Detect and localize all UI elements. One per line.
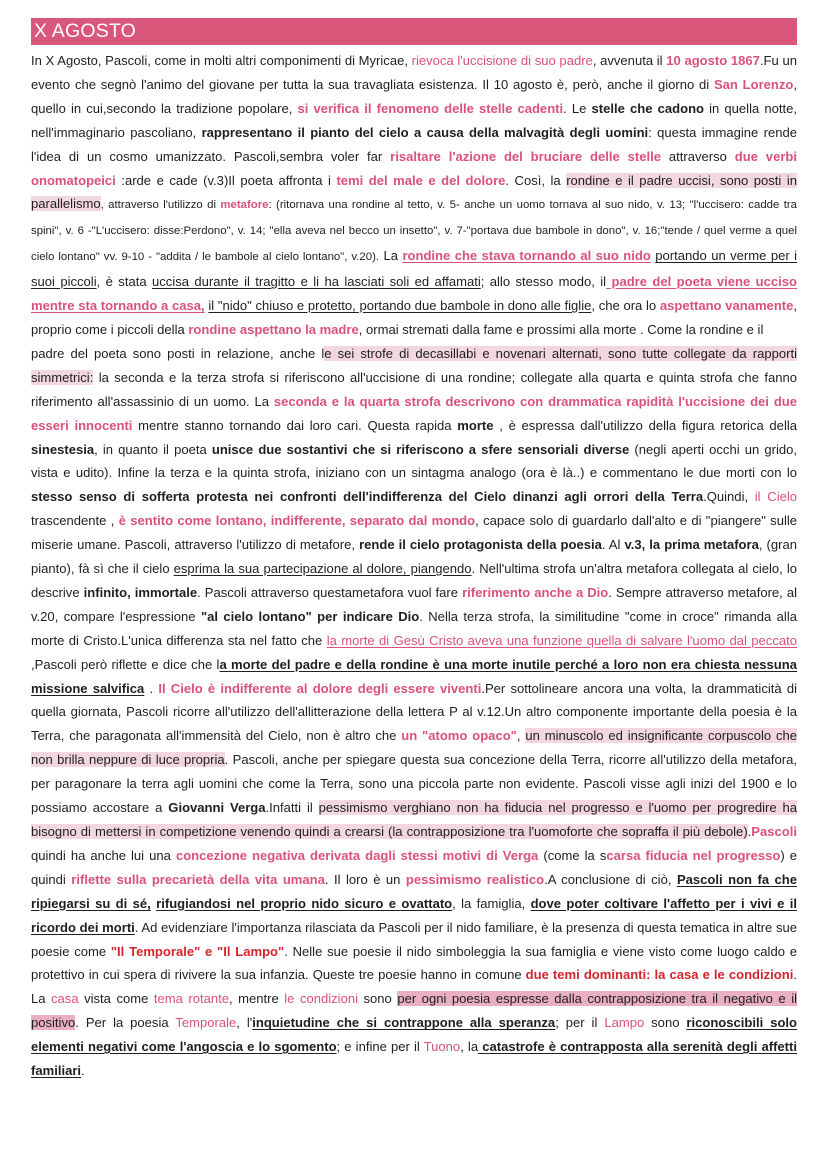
- text-run: concezione negativa derivata dagli stessi motivi di Verga: [175, 847, 539, 863]
- text-run: unisce due sostantivi che si riferiscono a sfere sensoriali diverse: [211, 441, 630, 457]
- text-run: attraverso: [661, 148, 735, 164]
- text-run: . Le: [563, 100, 592, 116]
- text-run: La: [379, 248, 403, 264]
- text-run: la seconda e la terza strofa si riferiscono all'uccisione di una rondine; collegate alla quarta e quinta strofa che fanno riferimento all'assassinio di un uomo. La: [31, 369, 797, 409]
- text-run: riconoscibili solo elementi negativi come l'angoscia e lo sgomento: [31, 1015, 798, 1055]
- text-run: due temi dominanti: la casa e le condizioni: [525, 967, 794, 983]
- text-run: rifugiandosi nel proprio nido sicuro e ovattato: [156, 895, 453, 911]
- text-run: .Fu un evento che segnò l'animo del giovane per tutta la sua travagliata esistenza. Il 10 agosto è, però, anche il giorno di: [31, 53, 797, 92]
- text-run: e sei strofe di decasillabi e novenari alternati, sono tutte collegate da rapporti simmetrici:: [31, 345, 797, 385]
- text-run: si verifica il fenomeno delle stelle cadenti: [297, 100, 564, 116]
- text-run: le condizioni: [284, 991, 358, 1007]
- text-run: sono: [644, 1015, 687, 1031]
- text-run: , è espressa dall'utilizzo della figura retorica della: [493, 417, 797, 433]
- text-run: metafore: [220, 199, 269, 212]
- text-run: portando un verme per i suoi piccoli: [31, 248, 797, 290]
- text-run: sinestesia: [31, 441, 95, 457]
- text-run: . Al: [601, 537, 625, 553]
- text-run: , è stata: [96, 274, 153, 290]
- text-run: carsa fiducia nel progresso: [606, 847, 781, 863]
- text-run: , capace solo di guardarlo dall'alto e di "piangere" sulle miserie umane. Pascoli, attraverso l'utilizzo di metafore,: [31, 513, 797, 553]
- text-run: pessimismo verghiano non ha fiducia nel progresso e l'uomo per progredire ha bisogno di mettersi in competizione venendo quindi a crearsi (la contrapposizione tra l'uomoforte che sopraffa il più debole): [31, 800, 797, 839]
- text-run: Temporale: [175, 1015, 237, 1031]
- paragraph-2: [31, 346, 797, 1078]
- text-run: riferimento anche a Dio: [462, 584, 609, 600]
- text-run: per ogni poesia espresse dalla contrapposizione tra il negativo e il positivo: [31, 991, 797, 1031]
- text-run: v.3, la prima metafora: [624, 537, 759, 553]
- text-run: :arde e cade (v.3)Il poeta affronta i: [115, 172, 337, 188]
- text-run: , ormai stremati dalla fame e prossimi alla morte . Come la rondine e il: [358, 321, 764, 337]
- text-run: mentre stanno tornando dai loro cari. Questa rapida: [132, 417, 458, 433]
- text-run: .: [747, 824, 752, 839]
- text-run: . Ad evidenziare l'importanza rilasciata da Pascoli per il nido familiare, è la presenza di questa tematica in altre sue poesie come: [31, 919, 797, 959]
- text-run: temi del male e del dolore: [336, 172, 506, 188]
- text-run: . La: [31, 967, 797, 1007]
- text-run: rondine e il padre uccisi, sono posti in parallelismo: [31, 172, 797, 212]
- text-run: morte: [457, 417, 494, 433]
- text-run: ; e infine per il: [336, 1039, 424, 1055]
- text-run: . Il loro è un: [324, 871, 406, 887]
- text-run: . Per la poesia: [75, 1015, 176, 1031]
- text-run: , la famiglia,: [452, 895, 531, 911]
- text-run: "Il Temporale" e "Il Lampo": [110, 943, 285, 959]
- text-run: padre del poeta sono posti in relazione, anche l: [31, 345, 325, 361]
- text-run: , proprio come i piccoli della: [31, 298, 798, 337]
- text-run: Giovanni Verga: [168, 800, 266, 816]
- text-run: stesso senso di sofferta protesta nei confronti dell'indifferenza del Cielo dinanzi agli orrori della Terra: [31, 489, 704, 505]
- paragraph-1: [31, 53, 797, 337]
- text-run: ,: [516, 728, 526, 744]
- text-run: .Infatti il: [265, 800, 319, 816]
- text-run: . Nell'ultima strofa un'altra metafora collegata al cielo, lo descrive: [31, 561, 798, 600]
- text-run: (come la s: [538, 847, 607, 863]
- text-run: quindi ha anche lui una: [31, 847, 176, 863]
- text-run: "al cielo lontano" per indicare Dio: [200, 608, 420, 624]
- text-run: il Cielo: [754, 489, 797, 505]
- text-run: dove poter coltivare l'affetto per i vivi e il ricordo dei morti: [31, 895, 797, 935]
- text-run: , (gran pianto), fà sì che il cielo: [31, 537, 797, 577]
- text-run: stelle che cadono: [591, 100, 705, 116]
- text-run: uccisa durante il tragitto e li ha lasciati soli ed affamati: [152, 274, 481, 290]
- text-run: vista come: [78, 991, 154, 1007]
- text-run: rievoca l'uccisione di suo padre: [411, 53, 593, 68]
- title-bar: [31, 18, 797, 45]
- text-run: Lampo: [604, 1015, 645, 1031]
- text-run: inquietudine che si contrappone alla speranza: [252, 1015, 556, 1031]
- document-title: X AGOSTO: [34, 20, 137, 42]
- text-run: ; per il: [555, 1015, 605, 1031]
- text-run: casa: [51, 991, 79, 1007]
- text-run: . Sempre attraverso metafore, al v.20, compare l'espressione: [31, 584, 797, 624]
- text-run: .A conclusione di ciò,: [544, 871, 677, 887]
- text-run: : (ritornava una rondine al tetto, v. 5- anche un uomo tornava al suo nido, v. 13; "l'uccisero: cadde tra spini", v. 6 -"L'uccisero: disse:Perdono", v. 14; "ella aveva nel becco un insetto", v. 7-"portava due bambole in dono", v. 16;"tende / quel verme a quel cielo lontano" vv. 9-10 - "addita / le bambole al cielo lontano", v.20).: [31, 199, 797, 264]
- text-run: , quello in cui,secondo la tradizione popolare,: [31, 76, 797, 116]
- text-run: ; allo stesso modo, il: [480, 274, 607, 290]
- text-run: pessimismo realistico: [405, 871, 545, 887]
- text-run: In X Agosto, Pascoli, come in molti altri componimenti di Myricae,: [31, 53, 412, 68]
- text-run: 10 agosto 1867: [666, 53, 760, 68]
- text-run: . Pascoli attraverso questametafora vuol fare: [197, 584, 463, 600]
- text-run: , la: [460, 1039, 479, 1055]
- text-run: , attraverso l'utilizzo di: [100, 199, 221, 212]
- text-run: sono: [357, 991, 398, 1007]
- text-run: , che ora lo: [591, 298, 660, 314]
- text-run: rappresentano il pianto del cielo a causa della malvagità degli uomini: [201, 124, 649, 140]
- text-run: in quella notte, nell'immaginario pascoliano,: [31, 100, 797, 140]
- text-run: padre del poeta viene ucciso mentre sta tornando a casa,: [31, 274, 797, 314]
- text-run: rondine aspettano la madre: [188, 321, 359, 337]
- text-run: un minuscolo ed insignificante corpuscolo che non brilla neppure di luce propria: [31, 728, 797, 768]
- text-run: , l': [236, 1015, 253, 1031]
- text-run: un "atomo opaco": [401, 728, 517, 744]
- body-text: [31, 49, 797, 1083]
- text-run: . Così, la: [505, 172, 567, 188]
- text-run: Il Cielo è indifferente al dolore degli essere viventi: [158, 680, 482, 696]
- text-run: trascendente ,: [31, 513, 119, 529]
- text-run: . Nelle sue poesie il nido simboleggia la sua famiglia e viene visto come luogo caldo e protettivo in cui spera di rivivere la sua infanzia. Queste tre poesie hanno in comune: [31, 943, 797, 983]
- text-run: seconda e la quarta strofa descrivono con drammatica rapidità l'uccisione dei due esseri innocenti: [31, 393, 798, 433]
- text-run: il "nido" chiuso e protetto, portando due bambole in dono alle figlie: [208, 298, 592, 314]
- text-run: .Per sottolineare ancora una volta, la drammaticità di quella giornata, Pascoli ricorre all'utilizzo dell'allitterazione della lettera P al v.12.Un altro componente importante della poesia è la Terra, che paragonata all'immensità del Cielo, non è altro che: [31, 680, 797, 744]
- text-run: a morte del padre e della rondine è una morte inutile perché a loro non era chiesta nessuna missione salvifica: [31, 656, 797, 696]
- text-run: aspettano vanamente: [659, 298, 794, 314]
- text-run: è sentito come lontano, indifferente, separato dal mondo: [118, 513, 476, 529]
- text-run: esprima la sua partecipazione al dolore, piangendo: [173, 561, 472, 577]
- text-run: . Nella terza strofa, la similitudine "come in croce" rimanda alla morte di Cristo.L'unica differenza sta nel fatto che: [31, 608, 797, 648]
- text-run: Tuono: [423, 1039, 461, 1055]
- text-run: riflette sulla precarietà della vita umana: [71, 871, 325, 887]
- text-run: rondine che stava tornando al suo nido: [402, 248, 651, 264]
- text-run: catastrofe è contrapposta alla serenità degli affetti familiari: [31, 1039, 797, 1079]
- text-run: , avvenuta il: [592, 53, 667, 68]
- text-run: infinito, immortale: [83, 584, 198, 600]
- text-run: tema rotante: [153, 991, 230, 1007]
- text-run: risaltare l'azione del bruciare delle stelle: [390, 148, 661, 164]
- text-run: .: [144, 680, 159, 696]
- text-run: (negli aperti occhi un grido, vista e udito). Infine la terza e la quinta strofa, iniziano con un sintagma analogo (ora è là..) e commentano le due morti con lo: [31, 441, 797, 481]
- text-run: , in quanto il poeta: [94, 441, 212, 457]
- text-run: San Lorenzo: [713, 76, 794, 92]
- text-run: due verbi onomatopeici: [31, 148, 797, 188]
- text-run: : questa immagine rende l'idea di un cosmo umanizzato. Pascoli,sembra voler far: [31, 124, 797, 164]
- text-run: Pascoli: [751, 824, 797, 839]
- text-run: .Quindi,: [703, 489, 755, 505]
- text-run: , mentre: [229, 991, 285, 1007]
- text-run: . Pascoli, anche per spiegare questa sua concezione della Terra, ricorre all'utilizzo della metafora, per paragonare la terra agli uomini che come la Terra, sono una piccola parte non evidente. Pascoli visse agli inizi del 1900 e lo possiamo accostare a: [31, 752, 797, 816]
- text-run: Pascoli non fa che ripiegarsi su di sé,: [31, 871, 798, 911]
- text-run: rende il cielo protagonista della poesia: [359, 537, 602, 553]
- text-run: .: [81, 1063, 85, 1079]
- text-run: ) e quindi: [31, 847, 797, 887]
- text-run: la morte di Gesù Cristo aveva una funzione quella di salvare l'uomo dal peccato: [326, 632, 797, 648]
- text-run: ,Pascoli però riflette e dice che l: [31, 656, 220, 672]
